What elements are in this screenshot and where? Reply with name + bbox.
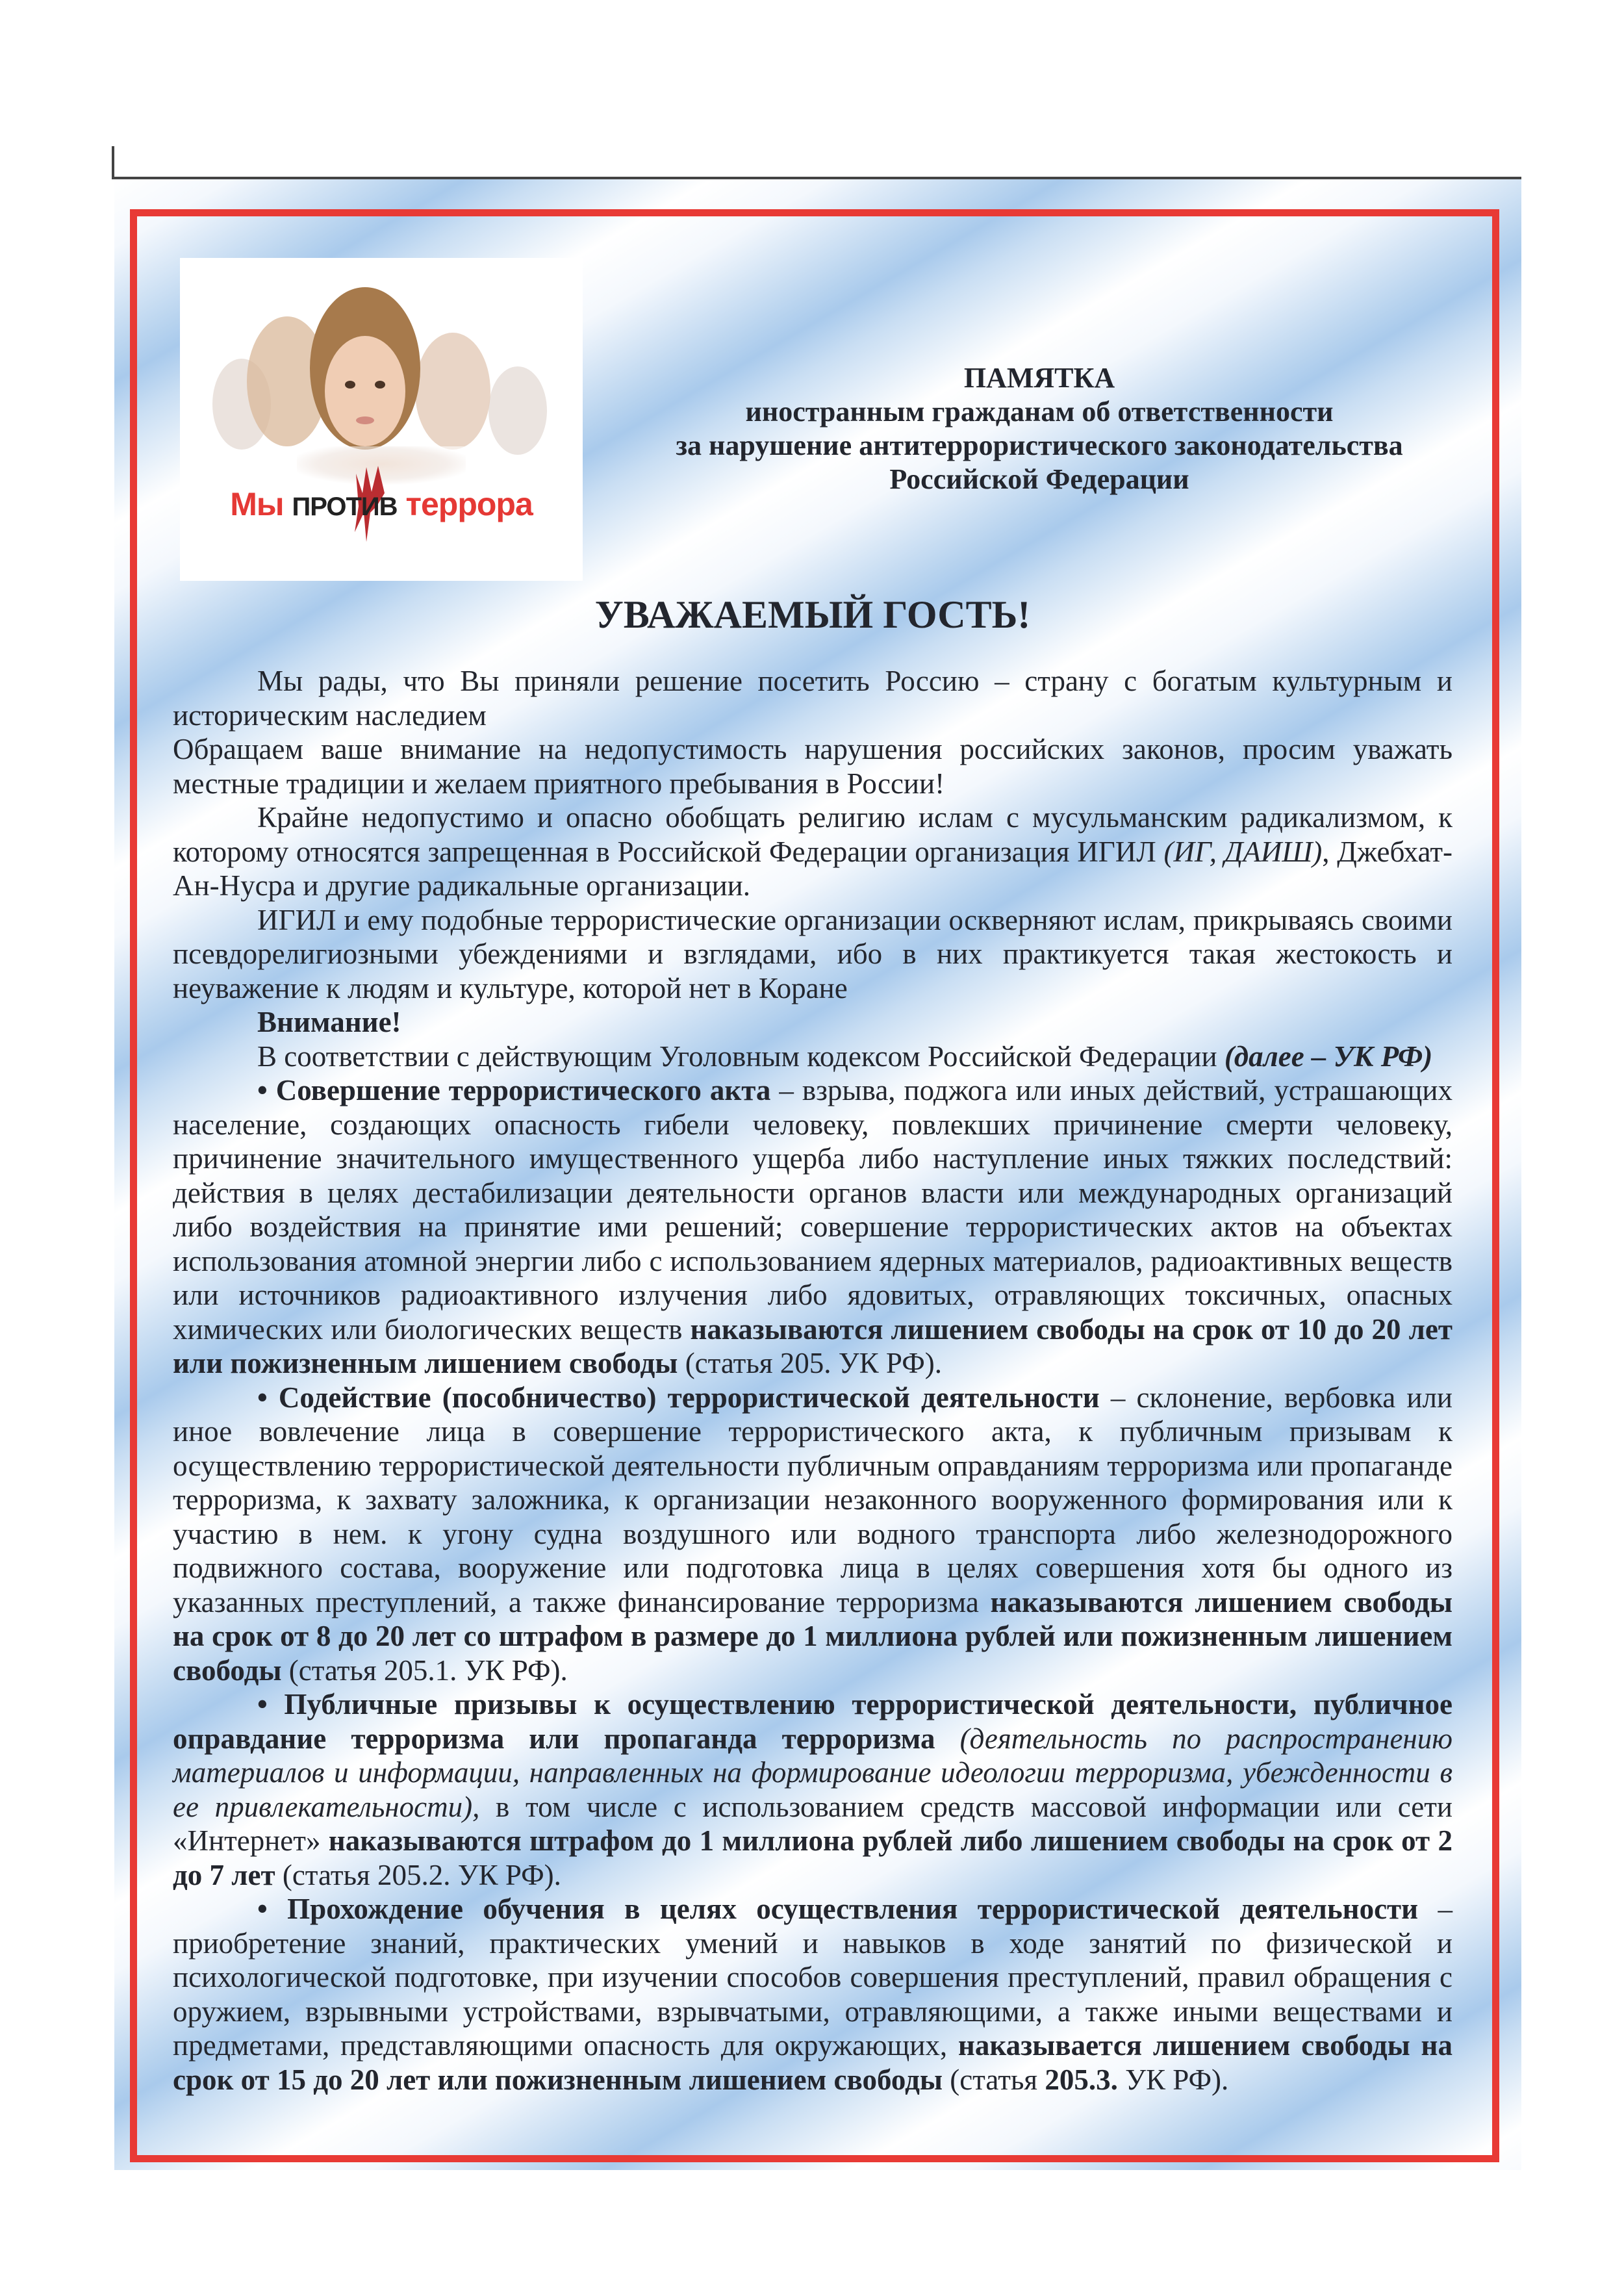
article-reference: (статья xyxy=(942,2063,1045,2096)
article-reference: УК РФ). xyxy=(1117,2063,1229,2096)
penalty-text: наказываются штрафом до 1 миллиона рублей либо лишением свободы на срок от 2 до 7 лет xyxy=(173,1824,1453,1891)
subtitle-line: Российской Федерации xyxy=(889,463,1189,495)
text: – взрыва, поджога или иных действий, устрашающих население, создающих опасность гибели человеку, повлекших причинение смерти человеку, причинение значительного имущественного ущерба либо наступление иных тяжких последствий: действия в целях дестабилизации деятельности органов власти или международных организаций либо воздействия на принятие ими решений; совершение террористических актов на объектах использования атомной энергии либо с использованием ядерных материалов, радиоактивных веществ или источников радиоактивного излучения либо ядовитых, отравляющих токсичных, опасных химических или биологических веществ xyxy=(173,1074,1453,1346)
article-205-2 xyxy=(173,1687,1453,1892)
article-reference: (статья 205. УК РФ). xyxy=(678,1347,942,1379)
article-heading: • Прохождение обучения в целях осуществления террористической деятельности xyxy=(257,1893,1419,1925)
attention-heading xyxy=(173,1005,1453,1040)
logo-word-terror: террора xyxy=(405,486,533,522)
logo-word-against: ПРОТИВ xyxy=(292,492,398,521)
logo-word-we: Мы xyxy=(230,486,284,522)
article-reference: (статья 205.1. УК РФ). xyxy=(281,1654,568,1687)
memo-title xyxy=(604,361,1475,496)
paragraph-welcome: Мы рады, что Вы приняли решение посетить Россию – страну с богатым культурным и историческим наследием xyxy=(173,665,1453,732)
paragraph-laws: Обращаем ваше внимание на недопустимость нарушения российских законов, просим уважать местные традиции и желаем приятного пребывания в России! xyxy=(173,733,1453,800)
article-heading: • Публичные призывы к осуществлению террористической деятельности, публичное оправдание терроризма или пропаганда терроризма xyxy=(173,1688,1453,1755)
text: В соответствии с действующим Уголовным кодексом Российской Федерации xyxy=(257,1040,1224,1073)
text: – приобретение знаний, практических умений и навыков в ходе занятий по физической и психологической подготовке, при изучении способов совершения преступлений, правил обращения с оружием, взрывными устройствами, взрывчатыми, отравляющими, а также иными веществами и предметами, представляющими опасность для окружающих, xyxy=(173,1893,1453,2062)
paragraph-criminal-code xyxy=(173,1040,1453,1074)
article-reference: (статья 205.2. УК РФ). xyxy=(275,1858,561,1891)
article-205-1 xyxy=(173,1381,1453,1688)
text-italic: (ИГ, ДАИШ) xyxy=(1163,835,1323,868)
article-205-3 xyxy=(173,1892,1453,2097)
text-bold: Внимание! xyxy=(257,1006,401,1038)
article-heading: • Содействие (пособничество) террористической деятельности xyxy=(257,1381,1100,1414)
text-bold-italic: (далее – УК РФ) xyxy=(1224,1040,1433,1073)
penalty-text: наказываются лишением свободы на срок от 8 до 20 лет со штрафом в размере до 1 миллиона рублей или пожизненным лишением свободы xyxy=(173,1585,1453,1687)
paragraph-isis: ИГИЛ и ему подобные террористические организации оскверняют ислам, прикрываясь своими псевдорелигиозными убеждениями и взглядами, ибо в них практикуется такая жестокость и неуважение к людям и культуре, которой нет в Коране xyxy=(173,903,1453,1004)
memo-body xyxy=(173,664,1453,2097)
subtitle-line: иностранным гражданам об ответственности xyxy=(745,396,1334,428)
penalty-text: наказывается лишением свободы на срок от 15 до 20 лет или пожизненным лишением свободы xyxy=(173,2029,1453,2096)
text: , Джебхат-Ан-Нусра и другие радикальные организации. xyxy=(173,835,1453,902)
text: в том числе с использованием средств массовой информации или сети «Интернет» xyxy=(173,1790,1453,1857)
subtitle-line: за нарушение антитеррористического законодательства xyxy=(676,429,1403,461)
article-number: 205.3. xyxy=(1045,2063,1118,2096)
logo-slogan xyxy=(180,485,583,523)
children-faces-illustration xyxy=(180,258,583,581)
children-logo-image xyxy=(180,258,583,581)
penalty-text: наказываются лишением свободы на срок от 10 до 20 лет или пожизненным лишением свободы xyxy=(173,1312,1453,1379)
article-heading: • Совершение террористического акта xyxy=(257,1074,771,1106)
scan-edge-line xyxy=(112,146,114,179)
text-italic: (деятельность по распространению материалов и информации, направленных на формирование идеологии терроризма, убежденности в ее привлекательности), xyxy=(173,1722,1453,1823)
greeting-heading: УВАЖАЕМЫЙ ГОСТЬ! xyxy=(594,593,1031,636)
article-205 xyxy=(173,1073,1453,1381)
text: – склонение, вербовка или иное вовлечение лица в совершение террористического акта, к публичным призывам к осуществлению террористической деятельности публичным оправданиям терроризма или пропаганде терроризма, к захвату заложника, к организации незаконного вооруженного формирования или к участию в нем. к угону судна воздушного или водного транспорта либо железнодорожного подвижного состава, вооружение или подготовка лица в целях совершения хотя бы одного из указанных преступлений, а также финансирование терроризма xyxy=(173,1381,1453,1618)
title-heading: ПАМЯТКА xyxy=(963,362,1115,394)
paragraph-islam xyxy=(173,800,1453,903)
text: Крайне недопустимо и опасно обобщать религию ислам с мусульманским радикализмом, к которому относятся запрещенная в Российской Федерации организация ИГИЛ xyxy=(173,801,1453,868)
